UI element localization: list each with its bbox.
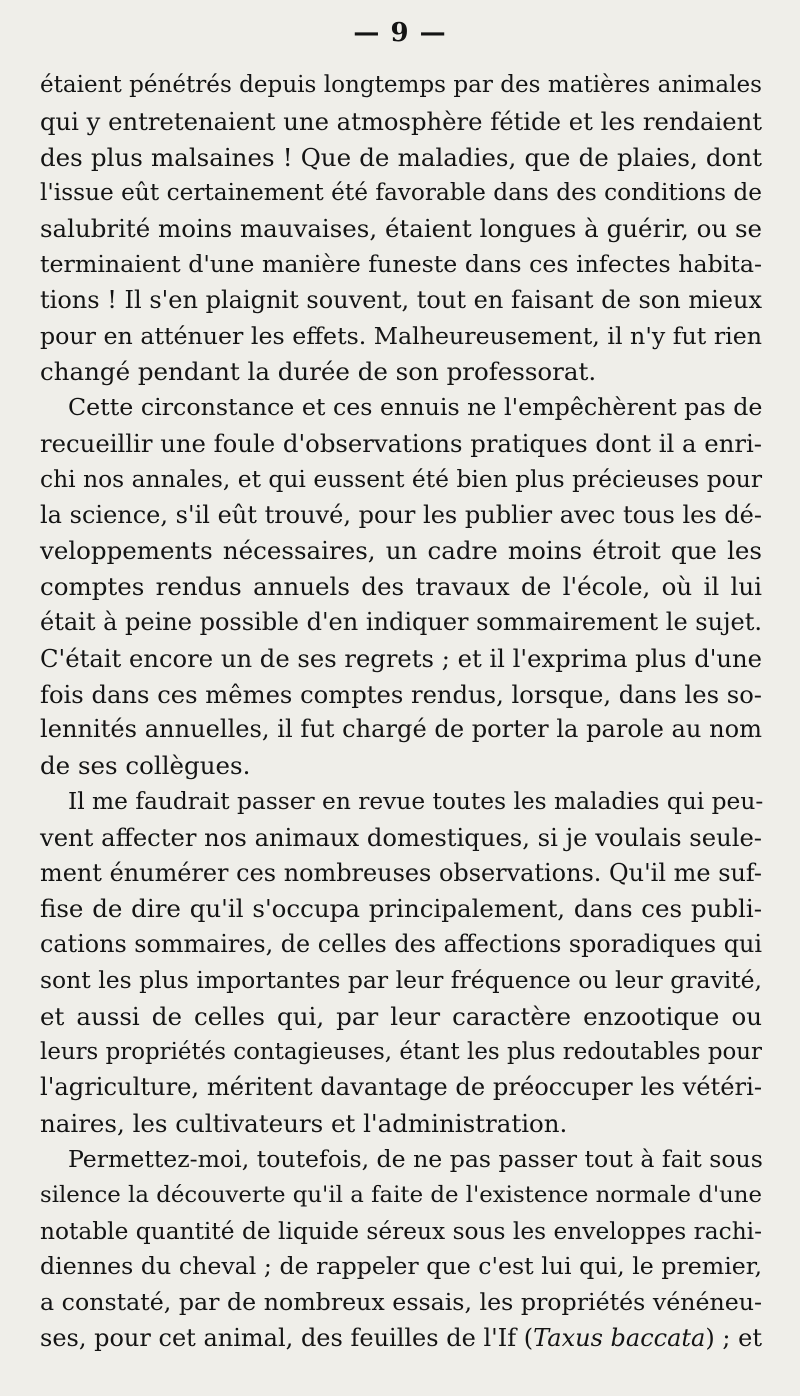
text-line: l'agriculture, méritent davantage de préoccuper les vétéri- xyxy=(40,1073,762,1102)
text-line: notable quantité de liquide séreux sous les enveloppes rachi- xyxy=(40,1217,762,1245)
text-line: chi nos annales, et qui eussent été bien plus précieuses pour xyxy=(40,464,762,493)
text-line: Cette circonstance et ces ennuis ne l'empêchèrent pas de xyxy=(68,393,763,422)
paragraph-1 xyxy=(40,68,762,390)
text-line: recueillir une foule d'observations pratiques dont il a enri- xyxy=(40,428,762,458)
text-line: fois dans ces mêmes comptes rendus, lorsque, dans les so- xyxy=(40,679,762,709)
text-line: tions ! Il s'en plaignit souvent, tout en faisant de son mieux xyxy=(40,285,762,314)
text-line-final xyxy=(40,1321,762,1357)
text-line: Permettez-moi, toutefois, de ne pas passer tout à fait sous xyxy=(68,1144,763,1173)
text-line: l'issue eût certainement été favorable dans des conditions de xyxy=(40,179,762,207)
text-line: qui y entretenaient une atmosphère fétide et les rendaient xyxy=(40,106,762,136)
text-line: naires, les cultivateurs et l'administration. xyxy=(40,1109,568,1139)
text-line: pour en atténuer les effets. Malheureusement, il n'y fut rien xyxy=(40,321,762,350)
text-line: veloppements nécessaires, un cadre moins étroit que les xyxy=(40,536,762,566)
text-line: Il me faudrait passer en revue toutes les maladies qui peu- xyxy=(68,787,764,815)
text-line: étaient pénétrés depuis longtemps par des matières animales xyxy=(40,72,762,98)
page-number: — 9 — xyxy=(353,18,447,48)
text-line: changé pendant la durée de son professorat. xyxy=(40,357,597,387)
text-line: ment énumérer ces nombreuses observations. Qu'il me suf- xyxy=(40,858,762,887)
taxon-name: Taxus baccata xyxy=(533,1323,706,1352)
text-line: a constaté, par de nombreux essais, les propriétés vénéneu- xyxy=(40,1288,762,1317)
paragraph-3 xyxy=(40,784,762,1142)
paragraph-4 xyxy=(40,1142,762,1357)
paragraph-2 xyxy=(40,390,762,784)
body-text xyxy=(40,68,762,1357)
text-line: salubrité moins mauvaises, étaient longues à guérir, ou se xyxy=(40,214,762,244)
text-line: lennités annuelles, il fut chargé de porter la parole au nom xyxy=(40,715,762,744)
text-line: leurs propriétés contagieuses, étant les plus redoutables pour xyxy=(40,1038,762,1065)
text-fragment: ses, pour cet animal, des feuilles de l'If ( xyxy=(40,1323,534,1352)
text-line: sont les plus importantes par leur fréquence ou leur gravité, xyxy=(40,965,762,994)
text-line: comptes rendus annuels des travaux de l'école, où il lui xyxy=(40,572,762,602)
text-line: vent affecter nos animaux domestiques, si je voulais seule- xyxy=(40,822,762,852)
text-line: silence la découverte qu'il a faite de l'existence normale d'une xyxy=(40,1181,762,1208)
text-line: C'était encore un de ses regrets ; et il l'exprima plus d'une xyxy=(40,643,762,673)
text-line: terminaient d'une manière funeste dans ces infectes habita- xyxy=(40,249,762,278)
text-fragment: ) ; et xyxy=(705,1323,762,1352)
text-line: cations sommaires, de celles des affections sporadiques qui xyxy=(40,930,762,959)
text-line: et aussi de celles qui, par leur caractère enzootique ou xyxy=(40,1001,762,1031)
text-line: de ses collègues. xyxy=(40,751,251,781)
text-line: des plus malsaines ! Que de maladies, que de plaies, dont xyxy=(40,142,762,172)
text-line: était à peine possible d'en indiquer sommairement le sujet. xyxy=(40,607,762,636)
text-line: la science, s'il eût trouvé, pour les publier avec tous les dé- xyxy=(40,500,762,529)
text-line: diennes du cheval ; de rappeler que c'est lui qui, le premier, xyxy=(40,1252,762,1281)
text-line: fise de dire qu'il s'occupa principalement, dans ces publi- xyxy=(40,894,762,924)
